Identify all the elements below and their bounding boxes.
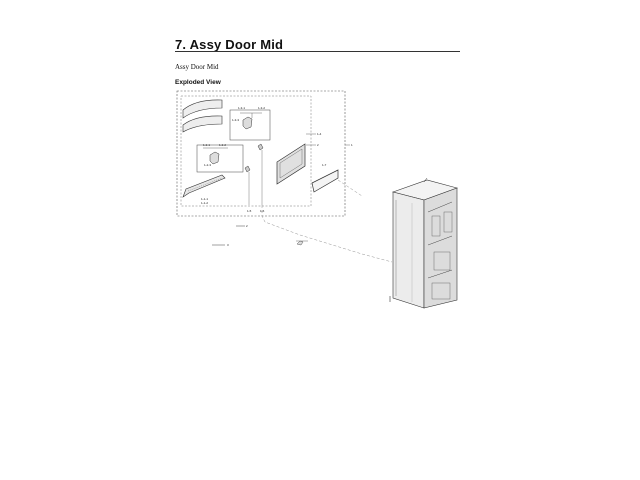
callout-1-4: 1-4 (317, 132, 322, 136)
hinge-part-middle (210, 152, 219, 164)
callout-3: 3 (227, 243, 229, 247)
callout-2-bottom: 2 (246, 224, 248, 228)
callout-1-3-3: 1-3-3 (232, 118, 240, 122)
callout-1-3-1: 1-3-1 (238, 106, 246, 110)
page-title: 7. Assy Door Mid (175, 37, 284, 52)
callout-2: 2 (317, 143, 319, 147)
clip-part (297, 241, 303, 245)
door-trim-upper (183, 100, 222, 118)
screw-part-a (258, 144, 263, 150)
callout-1-7: 1-7 (322, 163, 327, 167)
callout-1-1-1: 1-1-1 (201, 197, 209, 201)
callout-1-2-3: 1-2-3 (204, 163, 212, 167)
callout-1-3-2: 1-3-2 (258, 106, 266, 110)
hinge-part-upper (243, 117, 252, 129)
callout-1-1-2: 1-1-2 (201, 201, 209, 205)
door-trim-lower (183, 116, 222, 132)
detail-box-middle (197, 145, 243, 172)
callout-1-2-1: 1-2-1 (203, 143, 211, 147)
assembly-name: Assy Door Mid (175, 63, 219, 71)
callout-1-6: 1-6 (260, 209, 265, 213)
bottom-rail (183, 175, 225, 197)
door-glass-panel (312, 170, 338, 192)
screw-part-b (245, 166, 250, 172)
callout-1-5: 1-5 (247, 209, 252, 213)
callout-1-2-2: 1-2-2 (219, 143, 227, 147)
sub-assembly-frame (181, 96, 311, 206)
section-heading: Exploded View (175, 79, 221, 86)
refrigerator-illustration (390, 178, 457, 308)
callout-1: 1 (351, 143, 353, 147)
